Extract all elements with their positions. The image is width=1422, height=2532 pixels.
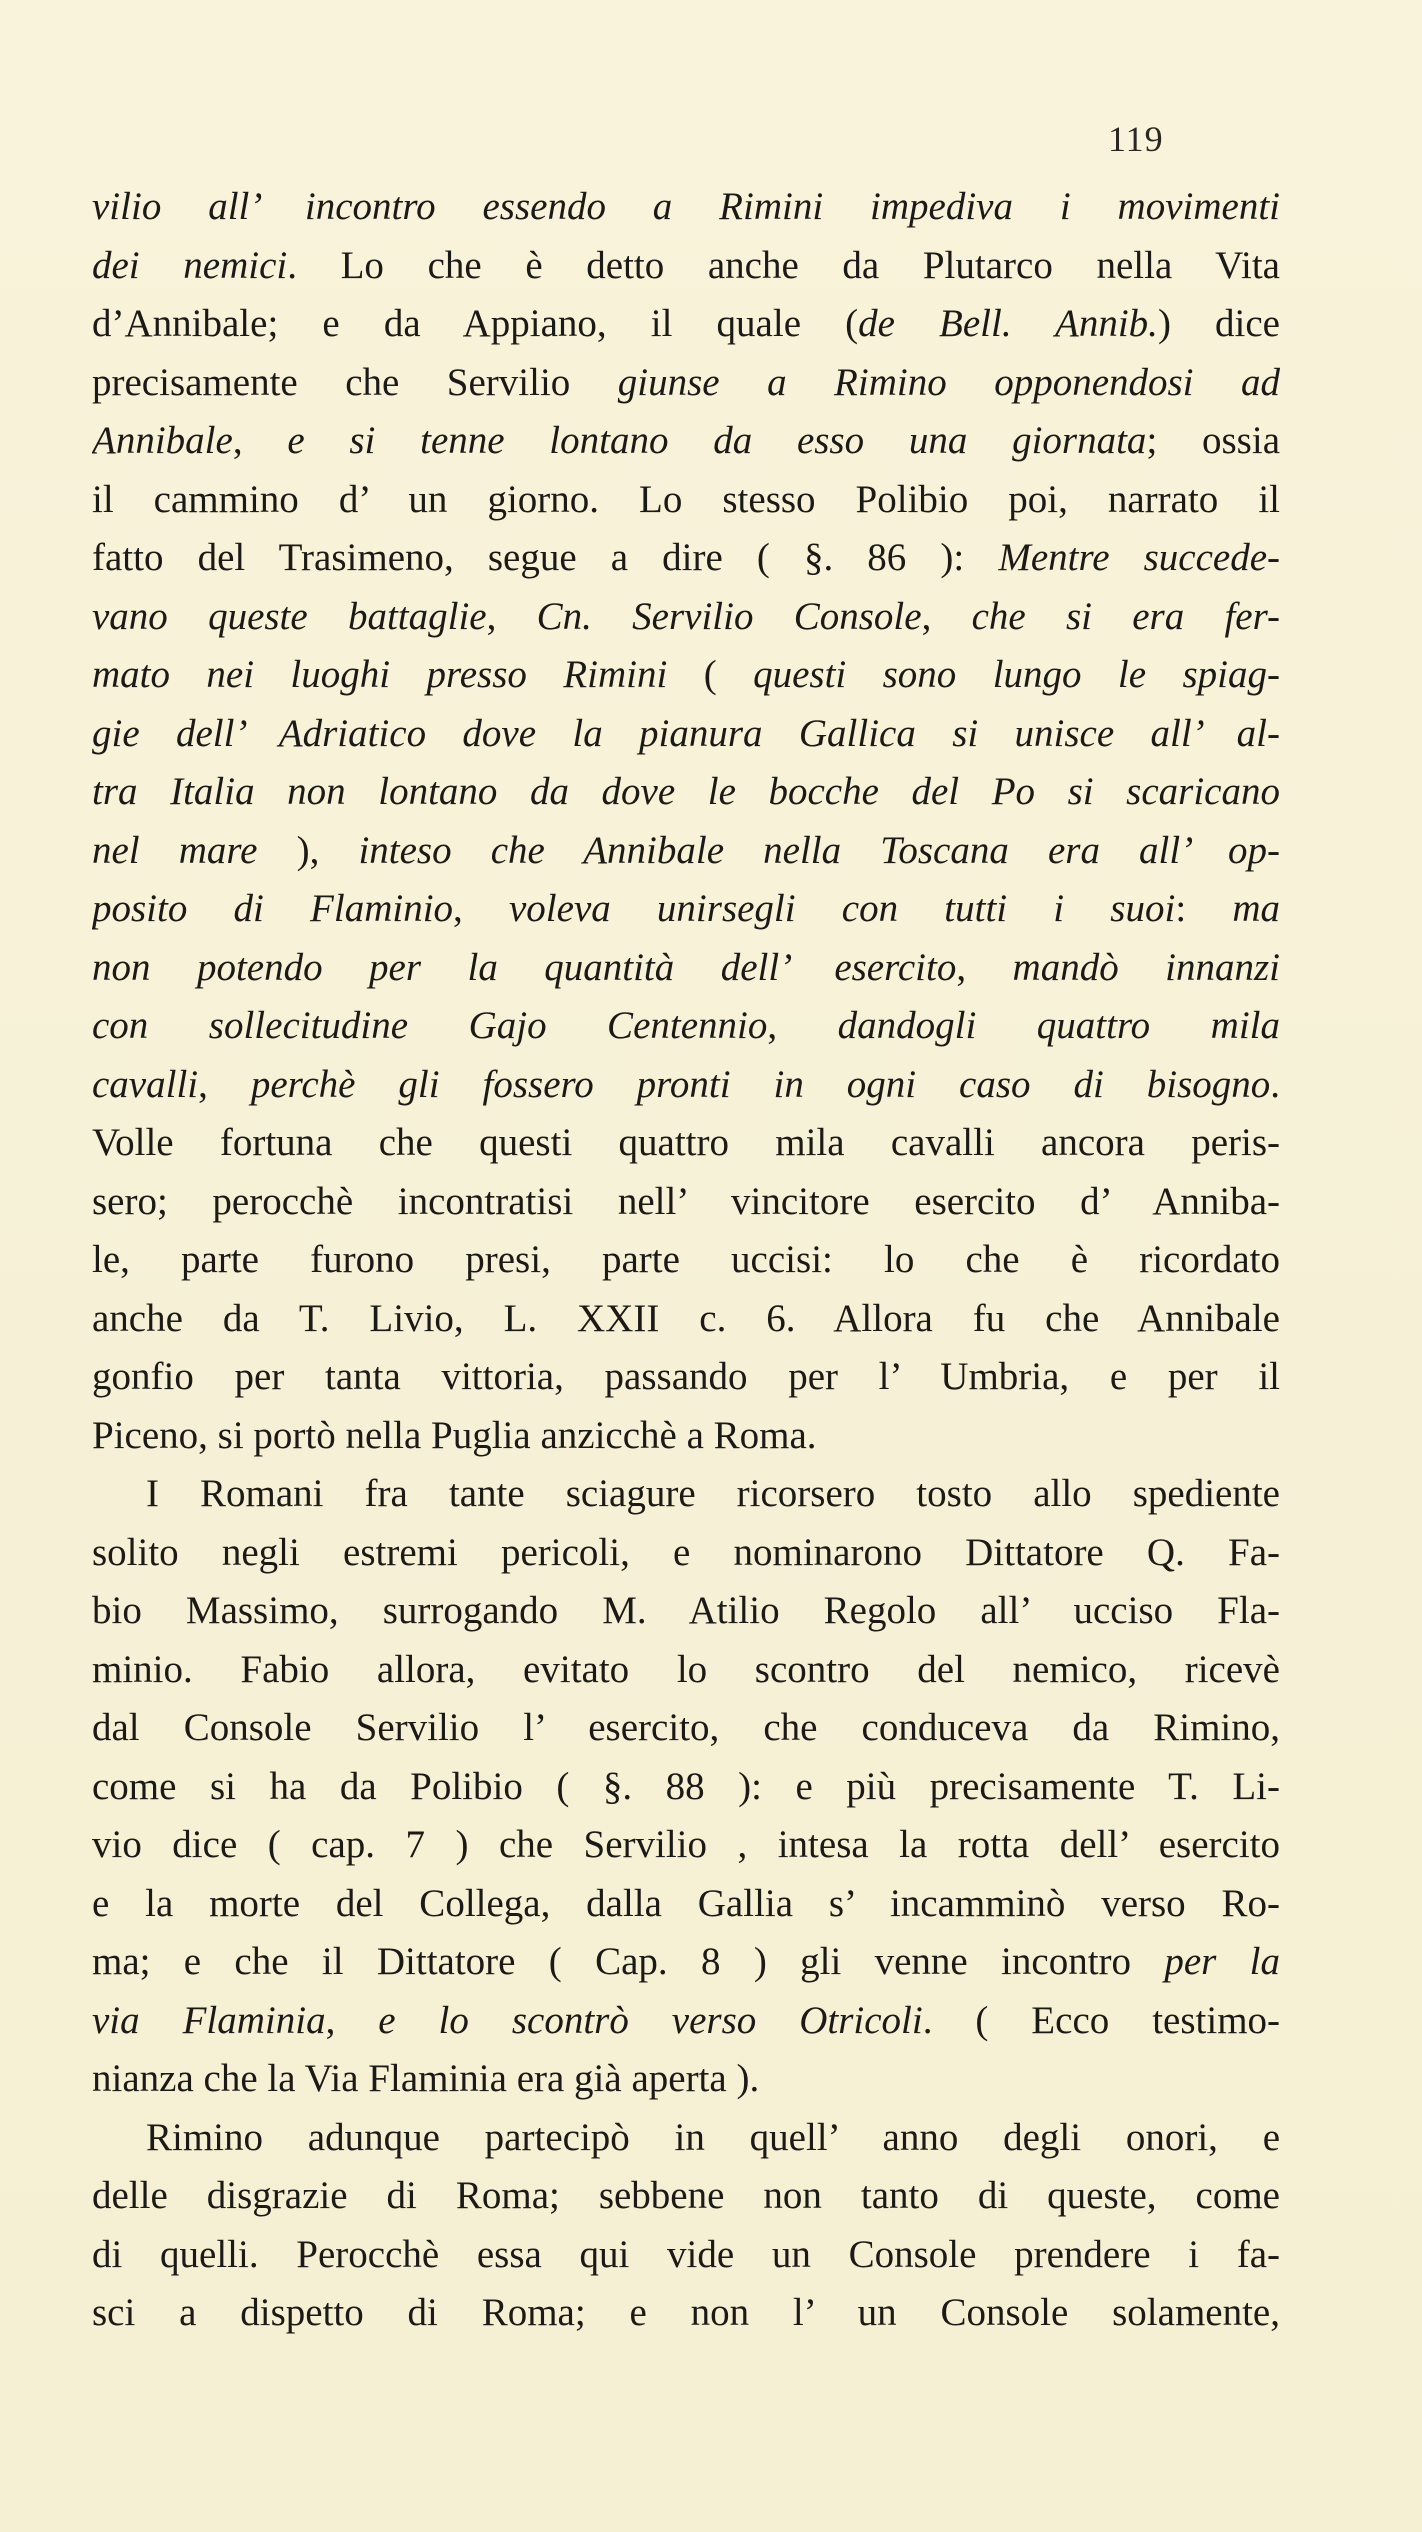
text-segment: ,: [767, 1004, 838, 1047]
text-line: [92, 2284, 1280, 2343]
italic-text: per la: [1164, 1940, 1280, 1983]
italic-text: via Flaminia: [92, 1998, 326, 2042]
page-number: 119: [1108, 119, 1164, 159]
text-line: [92, 1407, 1280, 1466]
text-line: [92, 1173, 1280, 1232]
italic-text: vano queste battaglie: [92, 594, 487, 638]
italic-text: non potendo per la quantità dell’ esercito: [92, 945, 957, 989]
text-line: [92, 1524, 1280, 1583]
italic-text: giunse a Rimino opponendosi ad: [617, 360, 1280, 404]
italic-text: gie dell’ Adriatico dove la pianura Gallica si unisce all’ al-: [92, 711, 1280, 755]
text-segment: I Romani fra tante sciagure ricorsero tosto allo spediente: [146, 1472, 1280, 1515]
text-line: [92, 763, 1280, 822]
text-line: [92, 1758, 1280, 1817]
text-segment: delle disgrazie di Roma; sebbene non tanto di queste, come: [92, 2174, 1280, 2217]
text-segment: ) dice: [1157, 302, 1280, 345]
text-line: [92, 1465, 1280, 1524]
text-segment: minio. Fabio allora, evitato lo scontro del nemico, ricevè: [92, 1647, 1280, 1691]
text-segment: ,: [325, 1998, 379, 2042]
text-segment: ,: [198, 1062, 251, 1106]
italic-text: vilio: [92, 185, 209, 228]
text-segment: bio Massimo, surrogando M. Atilio Regolo all’ ucciso Fla-: [92, 1589, 1280, 1632]
text-line: [92, 1290, 1280, 1349]
text-line: [92, 529, 1280, 588]
italic-text: dei nemici: [92, 243, 288, 287]
italic-text: nel mare: [92, 828, 258, 872]
text-segment: e la morte del Collega, dalla Gallia s’ incamminò verso Ro-: [92, 1881, 1280, 1925]
italic-text: e si tenne lontano da esso una giornata: [287, 419, 1147, 462]
italic-text: voleva unirsegli con tutti i suoi: [508, 887, 1176, 930]
body-text: [92, 178, 1280, 2343]
text-segment: fatto del Trasimeno, segue a dire ( §. 86 ):: [92, 536, 999, 579]
text-segment: precisamente che Servilio: [92, 360, 618, 404]
text-segment: di quelli. Perocchè essa qui vide un Console prendere i fa-: [92, 2232, 1280, 2276]
italic-text: de Bell. Annib.: [858, 302, 1158, 345]
text-line: [92, 1992, 1280, 2051]
italic-text: questi sono lungo le spiag-: [753, 653, 1280, 696]
text-segment: solito negli estremi pericoli, e nominarono Dittatore Q. Fa-: [92, 1530, 1280, 1574]
italic-text: mandò innanzi: [1012, 945, 1280, 989]
text-segment: . Lo che è detto anche da Plutarco nella Vita: [287, 243, 1280, 287]
italic-text: Cn. Servilio Console: [536, 594, 922, 638]
text-segment: :: [1175, 887, 1233, 930]
italic-text: posito di Flaminio: [92, 887, 454, 930]
text-segment: ,: [486, 594, 537, 638]
italic-text: che si era fer-: [971, 594, 1280, 638]
text-segment: ),: [257, 828, 359, 872]
text-segment: . ( Ecco testimo-: [922, 1998, 1280, 2042]
text-line: [92, 2167, 1280, 2226]
text-segment: Piceno, si portò nella Puglia anzicchè a Roma.: [92, 1413, 817, 1457]
text-line: [92, 1933, 1280, 1992]
text-line: [92, 2050, 1280, 2109]
text-segment: le, parte furono presi, parte uccisi: lo che è ricordato: [92, 1238, 1280, 1281]
text-segment: ,: [453, 887, 509, 930]
text-segment: ,: [232, 419, 288, 462]
text-line: [92, 880, 1280, 939]
text-line: [92, 939, 1280, 998]
text-line: [92, 471, 1280, 530]
text-line: [92, 295, 1280, 354]
italic-text: con sollecitudine Gajo Centennio: [92, 1004, 768, 1047]
italic-text: Annibale: [92, 419, 233, 462]
italic-text: perchè gli fossero pronti in ogni caso di bisogno: [250, 1062, 1271, 1106]
text-segment: dal Console Servilio l’ esercito, che conduceva da Rimino,: [92, 1706, 1280, 1749]
italic-text: incontro essendo a Rimini impediva i movimenti: [258, 185, 1280, 228]
text-segment: ,: [921, 594, 972, 638]
italic-text: ma: [1232, 887, 1280, 930]
text-line: [92, 1231, 1280, 1290]
text-segment: come si ha da Polibio ( §. 88 ): e più precisamente T. Li-: [92, 1764, 1280, 1808]
text-line: [92, 2109, 1280, 2168]
text-line: [92, 1114, 1280, 1173]
text-line: [92, 1056, 1280, 1115]
text-line: [92, 1582, 1280, 1641]
text-segment: Rimino adunque partecipò in quell’ anno degli onori, e: [146, 2115, 1280, 2159]
text-segment: (: [667, 653, 754, 696]
italic-text: Mentre succede-: [998, 536, 1280, 579]
italic-text: cavalli: [92, 1062, 199, 1106]
italic-text: mato nei luoghi presso Rimini: [92, 653, 668, 696]
text-segment: ma; e che il Dittatore ( Cap. 8 ) gli venne incontro: [92, 1940, 1165, 1983]
text-line: [92, 1875, 1280, 1934]
text-segment: sero; perocchè incontratisi nell’ vincitore esercito d’ Anniba-: [92, 1179, 1280, 1223]
text-segment: sci a dispetto di Roma; e non l’ un Console solamente,: [92, 2291, 1280, 2334]
text-line: [92, 822, 1280, 881]
text-line: [92, 1348, 1280, 1407]
text-line: [92, 412, 1280, 471]
text-line: [92, 705, 1280, 764]
text-line: [92, 178, 1280, 237]
text-line: [92, 588, 1280, 647]
text-line: [92, 646, 1280, 705]
text-segment: Volle fortuna che questi quattro mila cavalli ancora peris-: [92, 1121, 1280, 1164]
text-line: [92, 997, 1280, 1056]
text-line: [92, 237, 1280, 296]
text-segment: vio dice ( cap. 7 ) che Servilio , intesa la rotta dell’ esercito: [92, 1823, 1280, 1866]
text-line: [92, 354, 1280, 413]
text-segment: ; ossia: [1146, 419, 1280, 462]
italic-text: all’: [208, 185, 259, 228]
text-segment: nianza che la Via Flaminia era già aperta ).: [92, 2057, 760, 2100]
text-segment: .: [1270, 1062, 1280, 1106]
text-segment: d’Annibale; e da Appiano, il quale (: [92, 302, 859, 345]
text-line: [92, 1699, 1280, 1758]
italic-text: dandogli quattro mila: [837, 1004, 1280, 1047]
text-segment: gonfio per tanta vittoria, passando per l’ Umbria, e per il: [92, 1355, 1280, 1398]
text-segment: ,: [956, 945, 1013, 989]
text-segment: il cammino d’ un giorno. Lo stesso Polibio poi, narrato il: [92, 477, 1280, 521]
italic-text: e lo scontrò verso Otricoli: [378, 1998, 923, 2042]
text-line: [92, 1641, 1280, 1700]
italic-text: inteso che Annibale nella Toscana era all’ op-: [358, 828, 1280, 872]
text-line: [92, 1816, 1280, 1875]
italic-text: tra Italia non lontano da dove le bocche del Po si scaricano: [92, 770, 1280, 813]
text-segment: anche da T. Livio, L. XXII c. 6. Allora fu che Annibale: [92, 1296, 1280, 1340]
text-line: [92, 2226, 1280, 2285]
